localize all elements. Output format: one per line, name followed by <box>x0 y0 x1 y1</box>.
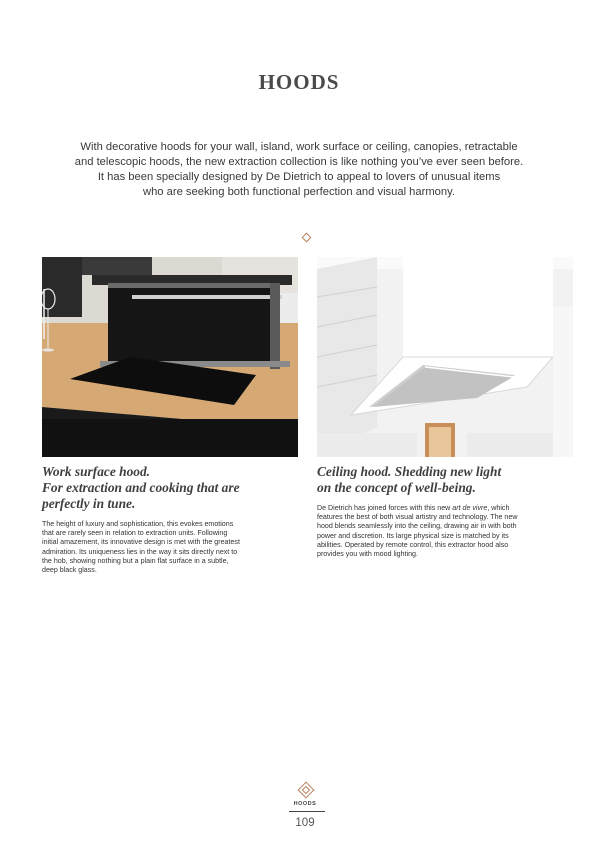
diamond-ornament-icon <box>302 233 312 243</box>
body-line: the hob, showing nothing but a plain flat surface in a subtle, <box>42 556 229 565</box>
body-text-segment: De Dietrich has joined forces with this new <box>317 504 453 512</box>
work-surface-hood-caption <box>42 464 298 512</box>
body-line: features the best of both visual artistry and technology. The new <box>317 513 518 522</box>
caption-line: perfectly in tune. <box>42 496 136 511</box>
body-line: abilities. Operated by remote control, this extractor hood also <box>317 540 509 549</box>
page-number: 109 <box>295 817 315 829</box>
work-surface-hood-illustration <box>42 257 298 457</box>
intro-paragraph <box>40 140 558 200</box>
body-line: power and discretion. Its large physical size is matched by its <box>317 531 509 540</box>
footer-divider <box>289 811 325 812</box>
intro-line: and telescopic hoods, the new extraction collection is like nothing you’ve ever seen before. <box>74 156 524 168</box>
caption-line: Ceiling hood. Shedding new light <box>317 464 502 479</box>
body-line: hood blends seamlessly into the ceiling, drawing air in with both <box>317 522 517 531</box>
intro-line: It has been specially designed by De Dietrich to appeal to lovers of unusual items <box>97 171 501 183</box>
body-line: initial amazement, its innovative design is met with the greatest <box>42 538 240 547</box>
body-line: The height of luxury and sophistication, this evokes emotions <box>42 520 234 528</box>
footer-section-label: HOODS <box>293 801 317 807</box>
work-surface-hood-photo <box>42 257 298 457</box>
ceiling-hood-photo <box>317 257 573 457</box>
ceiling-hood-description <box>317 504 575 559</box>
ceiling-hood-illustration <box>317 257 573 457</box>
page-title: HOODS <box>258 70 340 94</box>
body-line: admiration. Its uniqueness lies in the way it sits directly next to <box>42 547 238 556</box>
body-line: provides you with mood lighting. <box>317 550 418 559</box>
body-line: that are rarely seen in relation to extraction units. Following <box>42 529 228 538</box>
body-line <box>317 504 575 513</box>
art-de-vivre-emphasis: art de vivre <box>452 504 488 512</box>
body-text-segment: , which <box>487 504 510 512</box>
work-surface-hood-description <box>42 520 300 575</box>
intro-line: With decorative hoods for your wall, island, work surface or ceiling, canopies, retractable <box>80 141 518 153</box>
caption-line: For extraction and cooking that are <box>42 480 240 495</box>
brand-emblem-icon <box>298 782 315 799</box>
caption-line: Work surface hood. <box>42 464 151 479</box>
ceiling-hood-caption <box>317 464 573 496</box>
intro-line: who are seeking both functional perfection and visual harmony. <box>143 186 455 198</box>
caption-line: on the concept of well-being. <box>317 480 476 495</box>
body-line: deep black glass. <box>42 566 97 575</box>
